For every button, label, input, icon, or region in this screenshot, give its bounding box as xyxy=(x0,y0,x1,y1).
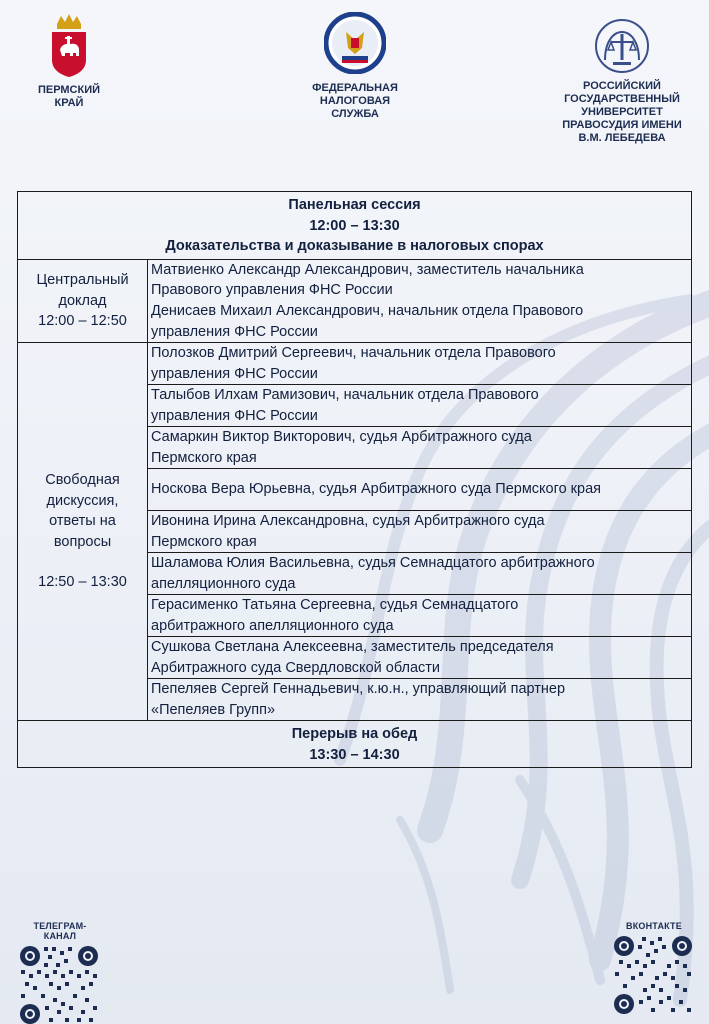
discussion-label-line: ответы на xyxy=(49,513,116,530)
session-header xyxy=(18,192,692,260)
central-report-row xyxy=(18,259,692,301)
session-title: Панельная сессия xyxy=(288,197,421,213)
vk-qr-label: ВКОНТАКТЕ xyxy=(626,921,682,931)
speaker-entry xyxy=(148,595,692,637)
session-header-row xyxy=(18,192,692,260)
discussion-label xyxy=(18,343,148,721)
speaker-line: управления ФНС России xyxy=(151,407,318,424)
speaker-line: Сушкова Светлана Алексеевна, заместитель председателя xyxy=(151,639,554,655)
speaker-line: Пермского края xyxy=(151,533,257,550)
speaker-line: Ивонина Ирина Александровна, судья Арбитражного суда xyxy=(151,513,545,529)
speaker-entry xyxy=(148,469,692,511)
fns-logo-block xyxy=(300,12,410,121)
vk-qr-block[interactable] xyxy=(612,921,696,1016)
rgup-emblem-icon xyxy=(591,12,653,74)
discussion-label-line: Свободная xyxy=(45,472,120,489)
speaker-line: Матвиенко Александр Александрович, заместитель начальника xyxy=(151,261,584,278)
perm-krai-caption: ПЕРМСКИЙ КРАЙ xyxy=(37,84,101,109)
speaker-entry xyxy=(148,343,692,385)
fns-emblem-icon xyxy=(324,12,386,74)
telegram-qr-label: ТЕЛЕГРАМ-КАНАЛ xyxy=(33,921,87,941)
speaker-line: Правового управления ФНС России xyxy=(151,282,393,299)
perm-krai-logo-block xyxy=(24,12,114,110)
lunch-row xyxy=(18,721,692,768)
rgup-caption: РОССИЙСКИЙ ГОСУДАРСТВЕННЫЙ УНИВЕРСИТЕТ ПРАВОСУДИЯ ИМЕНИ В.М. ЛЕБЕДЕВА xyxy=(562,80,682,144)
discussion-time: 12:50 – 13:30 xyxy=(38,574,127,591)
central-report-time: 12:00 – 12:50 xyxy=(38,313,127,329)
session-topic: Доказательства и доказывание в налоговых спорах xyxy=(165,238,544,254)
discussion-row xyxy=(18,343,692,385)
speaker-entry xyxy=(148,553,692,595)
speaker-line: «Пепеляев Групп» xyxy=(151,701,276,718)
discussion-label-line: дискуссия, xyxy=(46,492,119,509)
rgup-logo-block xyxy=(552,12,692,145)
speaker-entry xyxy=(148,427,692,469)
speaker-line: Пепеляев Сергей Геннадьевич, к.ю.н., управляющий партнер xyxy=(151,681,566,697)
speaker-line: апелляционного суда xyxy=(151,575,296,592)
telegram-qr-code-icon[interactable] xyxy=(18,944,100,1024)
speaker-line: Арбитражного суда Свердловской области xyxy=(151,659,440,676)
speaker-entry xyxy=(148,385,692,427)
lunch-time: 13:30 – 14:30 xyxy=(309,746,400,763)
speaker-line: Самаркин Виктор Викторович, судья Арбитражного суда xyxy=(151,429,532,445)
speaker-line: Герасименко Татьяна Сергеевна, судья Семнадцатого xyxy=(151,597,519,613)
central-report-label-line: доклад xyxy=(58,292,107,309)
speaker-line: Денисаев Михаил Александрович, начальник отдела Правового xyxy=(151,303,584,319)
lunch-title: Перерыв на обед xyxy=(291,726,418,742)
vk-qr-code-icon[interactable] xyxy=(612,934,694,1016)
session-time: 12:00 – 13:30 xyxy=(309,217,400,234)
central-report-label xyxy=(18,259,148,343)
discussion-label-line: вопросы xyxy=(53,533,112,550)
speaker-line: управления ФНС России xyxy=(151,323,318,340)
program-table xyxy=(17,191,692,768)
speaker-line: Полозков Дмитрий Сергеевич, начальник отдела Правового xyxy=(151,345,556,361)
perm-krai-coat-of-arms-icon xyxy=(49,12,89,78)
speaker-line: арбитражного апелляционного суда xyxy=(151,617,394,634)
speaker-entry xyxy=(148,637,692,679)
speaker-line: Талыбов Илхам Рамизович, начальник отдела Правового xyxy=(151,387,539,403)
telegram-qr-block[interactable] xyxy=(18,921,102,1024)
speaker-entry xyxy=(148,511,692,553)
speaker-line: управления ФНС России xyxy=(151,365,318,382)
speaker-entry xyxy=(148,301,692,343)
fns-caption: ФЕДЕРАЛЬНАЯ НАЛОГОВАЯ СЛУЖБА xyxy=(312,82,398,120)
speaker-line: Носкова Вера Юрьевна, судья Арбитражного суда Пермского края xyxy=(151,481,602,498)
speaker-line: Пермского края xyxy=(151,449,257,466)
speaker-entry xyxy=(148,259,692,301)
speaker-line: Шаламова Юлия Васильевна, судья Семнадцатого арбитражного xyxy=(151,555,595,571)
central-report-label-line: Центральный xyxy=(36,272,129,288)
lunch-break xyxy=(18,721,692,768)
speaker-entry xyxy=(148,679,692,721)
